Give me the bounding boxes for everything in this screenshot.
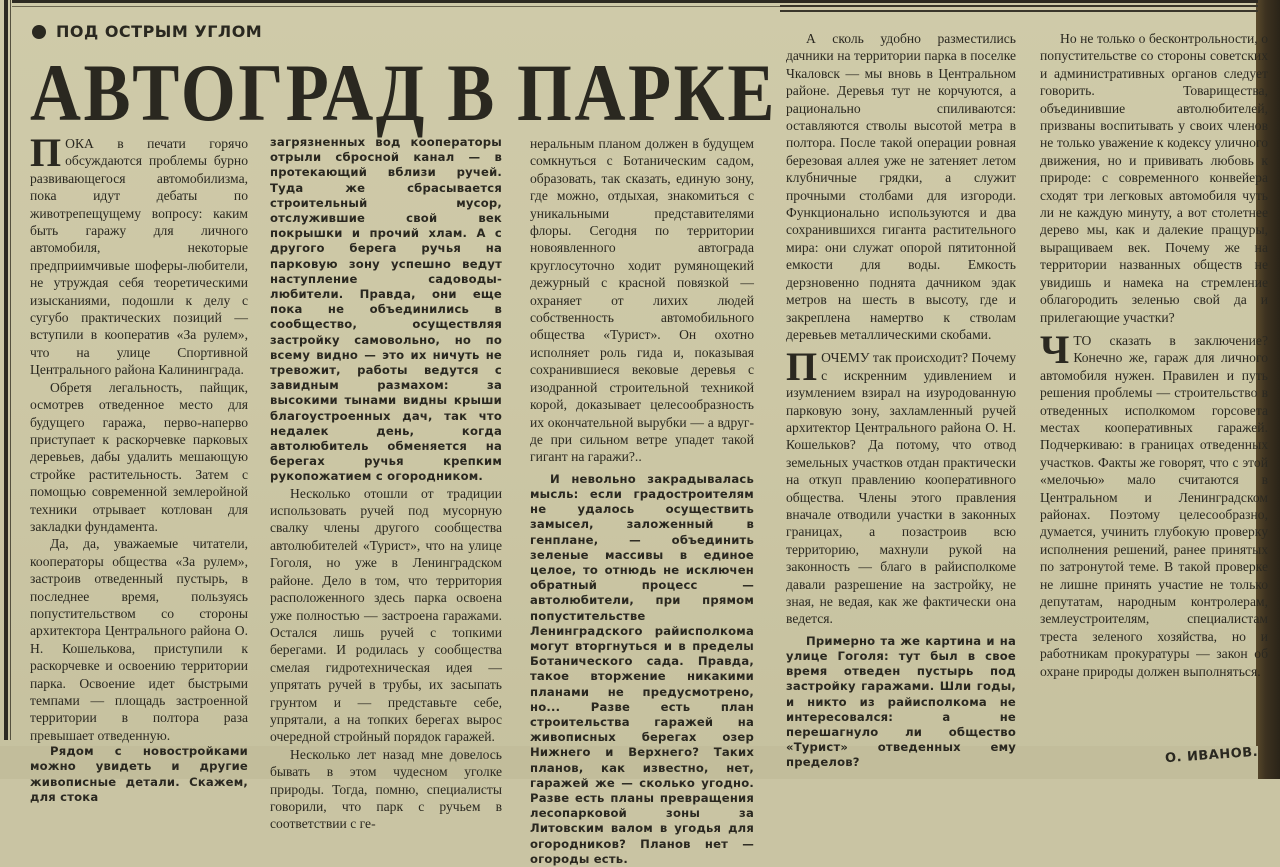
paragraph-text: Примерно та же картина и на улице Гоголя: тут был в свое время отведен пустырь под застройку гаражами. Шли годы, и никто из райисполкома не интересовался: а не перешагнуло ли общество «Турист» отведенных ему пределов? xyxy=(786,633,1016,770)
drop-cap: П xyxy=(786,344,818,390)
left-border-rule-thin xyxy=(10,0,11,740)
paragraph-text: Несколько отошли от традиции использовать ручей под мусорную свалку члены другого сообщества автолюбителей «Турист», что на улице Гоголя, но уже в Ленинградском районе. Дело в том, что территория расположенного здесь парка освоена уже полностью — застроена гаражами. Остался лишь ручей с топкими берегами. И родилась у сообщества смелая гидротехническая идея — упрятать ручей в трубы, их засыпать грунтом и — представьте себе, упрятали, а на топких берегах вырос очередной стройный порядок гаражей. xyxy=(270,485,502,745)
paragraph-text: А сколь удобно разместились дачники на территории парка в поселке Чкаловск — мы вновь в Центральном районе. Деревья тут не корчуются, а рационально спиливаются: оставляются стволы высотой метра в полтора. После такой операции ровная березовая аллея уже не затеняет летом клубничные грядки, а служит прочными столбами для изгороди. Функционально используются и два сохранившихся гиганта растительного мира: они служат опорой пятитонной емкости для воды. Емкость дерзновенно поднята дачником эдак метров на шесть в высоту, где и закреплена намертво к стволам деревьев металлическими скобами. xyxy=(786,31,1016,342)
paragraph-text: Рядом с новостройками можно увидеть и другие живописные детали. Скажем, для стока xyxy=(30,744,248,804)
paragraph-text: загрязненных вод кооператоры отрыли сбросной канал — в протекающий вблизи ручей. Туда же сбрасывается строительный мусор, отслужившие свой век покрышки и прочий хлам. А с другого берега ручья на парковую зону успешно ведут наступление садоводы-любители. Правда, они еще пока не объединились в сообщество, осуществляя застройку самовольно, но по всему видно — это их ничуть не тревожит, работы ведутся с завидным размахом: за высокими тынами видны крыши благоустроенных дач, так что недалек день, когда автолюбитель обменяется на берегах ручья крепким рукопожатием с огородником. xyxy=(270,135,502,484)
left-border-rule xyxy=(4,0,8,740)
article-headline: АВТОГРАД В ПАРКЕ xyxy=(30,47,777,138)
top-border-rule-thin xyxy=(12,6,780,7)
paragraph-text: Несколько лет назад мне довелось бывать в этом чудесном уголке природы. Тогда, помню, специалисты говорили, что парк с ручьем в соответствии с ге- xyxy=(270,746,502,832)
bullet-icon xyxy=(32,25,46,39)
paragraph-text: ОЧЕМУ так происходит? Почему с искренним удивлением и изумлением взирал на изуродованную парковую зону, захламленный ручей архитектор Центрального района О. Н. Кошельков? Да потому, что отвод земельных участков отдан практически на откуп правлению кооперативного общества. Члены этого правления вначале отводили участки в законных границах, а позастроив всю территорию, махнули рукой на законность — благо в райисполкоме давали разрешение на застройку, не зная, не ведая, как же фактически она ведется. xyxy=(786,350,1016,627)
rubric-label xyxy=(32,22,262,41)
paragraph-text: ТО сказать в заключение? Конечно же, гараж для личного автомобиля нужен. Правилен и путь решения проблемы — строительство в отведенных исполкомом горсовета местах кооперативных гаражей. Подчеркиваю: в границах отведенных участков. Факты же говорят, что с этой «мелочью» мало считаются в Центральном и Ленинградском районах. Поэтому целесообразно, думается, учинить глубокую проверку исполнения решений, ранее принятых по затронутой теме. В такой проверке не лишне принять участие не только депутатам, народным контролерам, землеустроителям, специалистам треста зеленого хозяйства, но и работникам прокуратуры — закон об охране природы должен выполняться. xyxy=(1040,332,1268,679)
paragraph-text: ОКА в печати горячо обсуждаются проблемы бурно развивающегося автомобилизма, пока идут дебаты по животрепещущему вопросу: каким быть гаражу для личного автомобиля, некоторые предприимчивые шоферы-любители, не утруждая себя теоретическими изысканиями, подошли к делу с сугубо практических позиций — вступили в кооператив «За рулем», что на улице Спортивной Центрального района Калининграда. xyxy=(30,136,248,378)
page-bottom-margin xyxy=(0,746,1258,779)
top-border-rule xyxy=(12,0,1258,3)
drop-cap: П xyxy=(30,130,62,175)
paragraph-text: Обретя легальность, пайщик, осмотрев отведенное место для будущего гаража, перво-наперво приступает к раскорчевке парковых деревьев, дабы удалить мешающую стройке растительность. Затем с помощью современной землеройной техники отрывает котлован для закладки фундамента. xyxy=(30,379,248,534)
top-border-rule-double-2 xyxy=(780,10,1258,12)
paragraph-text: неральным планом должен в будущем сомкнуться с Ботаническим садом, образовать, так сказать, единую зону, где можно, отдыхая, знакомиться с уникальными представителями флоры. Сегодня по территории новоявленного автограда круглосуточно ходит румянощекий дежурный с красной повязкой — охраняет от лихих людей собственность автомобильного общества «Турист». Он охотно исполняет роль гида и, показывая сохранившиеся вековые деревья с изодранной строительной техникой корой, доказывает целесообразность их окончательной вырубки — а вдруг-де при сильном ветре упадет такой гигант на гаражи?.. xyxy=(530,136,754,465)
author-signature: О. ИВАНОВ. xyxy=(1164,744,1259,767)
binding-spine xyxy=(1256,0,1280,779)
rubric-text: ПОД ОСТРЫМ УГЛОМ xyxy=(56,22,263,41)
top-border-rule-double-1 xyxy=(780,5,1258,7)
paragraph-text: Да, да, уважаемые читатели, кооператоры общества «За рулем», застроив отведенный пустырь, в последнее время, пользуясь попустительством со стороны архитектора Центрального района О. Н. Кошелькова, приступили к раскорчевке и освоению территории парка. Освоение идет быстрыми темпами — площадь застроенной территории в полтора раза превышает отведенную. xyxy=(30,536,248,743)
paragraph-text: И невольно закрадывалась мысль: если градостроителям не удалось осуществить замысел, заложенный в генплане, — объединить зеленые массивы в единое целое, то отнюдь не исключен обратный процесс — автолюбители, при прямом попустительстве Ленинградского райисполкома могут вторгнуться и в пределы Ботанического сада. Правда, такое вторжение никакими планами не предусмотрено, но... Разве есть план строительства гаражей на живописных берегах озер Нижнего и Верхнего? Таких планов, как известно, нет, гаражей же — сколько угодно. Разве есть планы превращения лесопарковой зоны за Литовским валом в угодья для огородников? Планов нет — огороды есть. xyxy=(530,471,754,866)
drop-cap: Ч xyxy=(1040,326,1070,372)
paragraph-text: Но не только о бесконтрольности, о попустительстве со стороны советских и административных органов следует говорить. Товарищества, объединившие автолюбителей, призваны воспитывать у своих членов не только уважение к кодексу уличного движения, но и прививать любовь к природе: с современного конвейера сходят три легковых автомобиля чуть ли не каждую минуту, а вот столетнее дерево мы, как и далекие пращуры, выращиваем век. Почему же на территории названных обществ не увидишь и намека на стремление облагородить зеленью свой да и прилегающие участки? xyxy=(1040,31,1268,325)
